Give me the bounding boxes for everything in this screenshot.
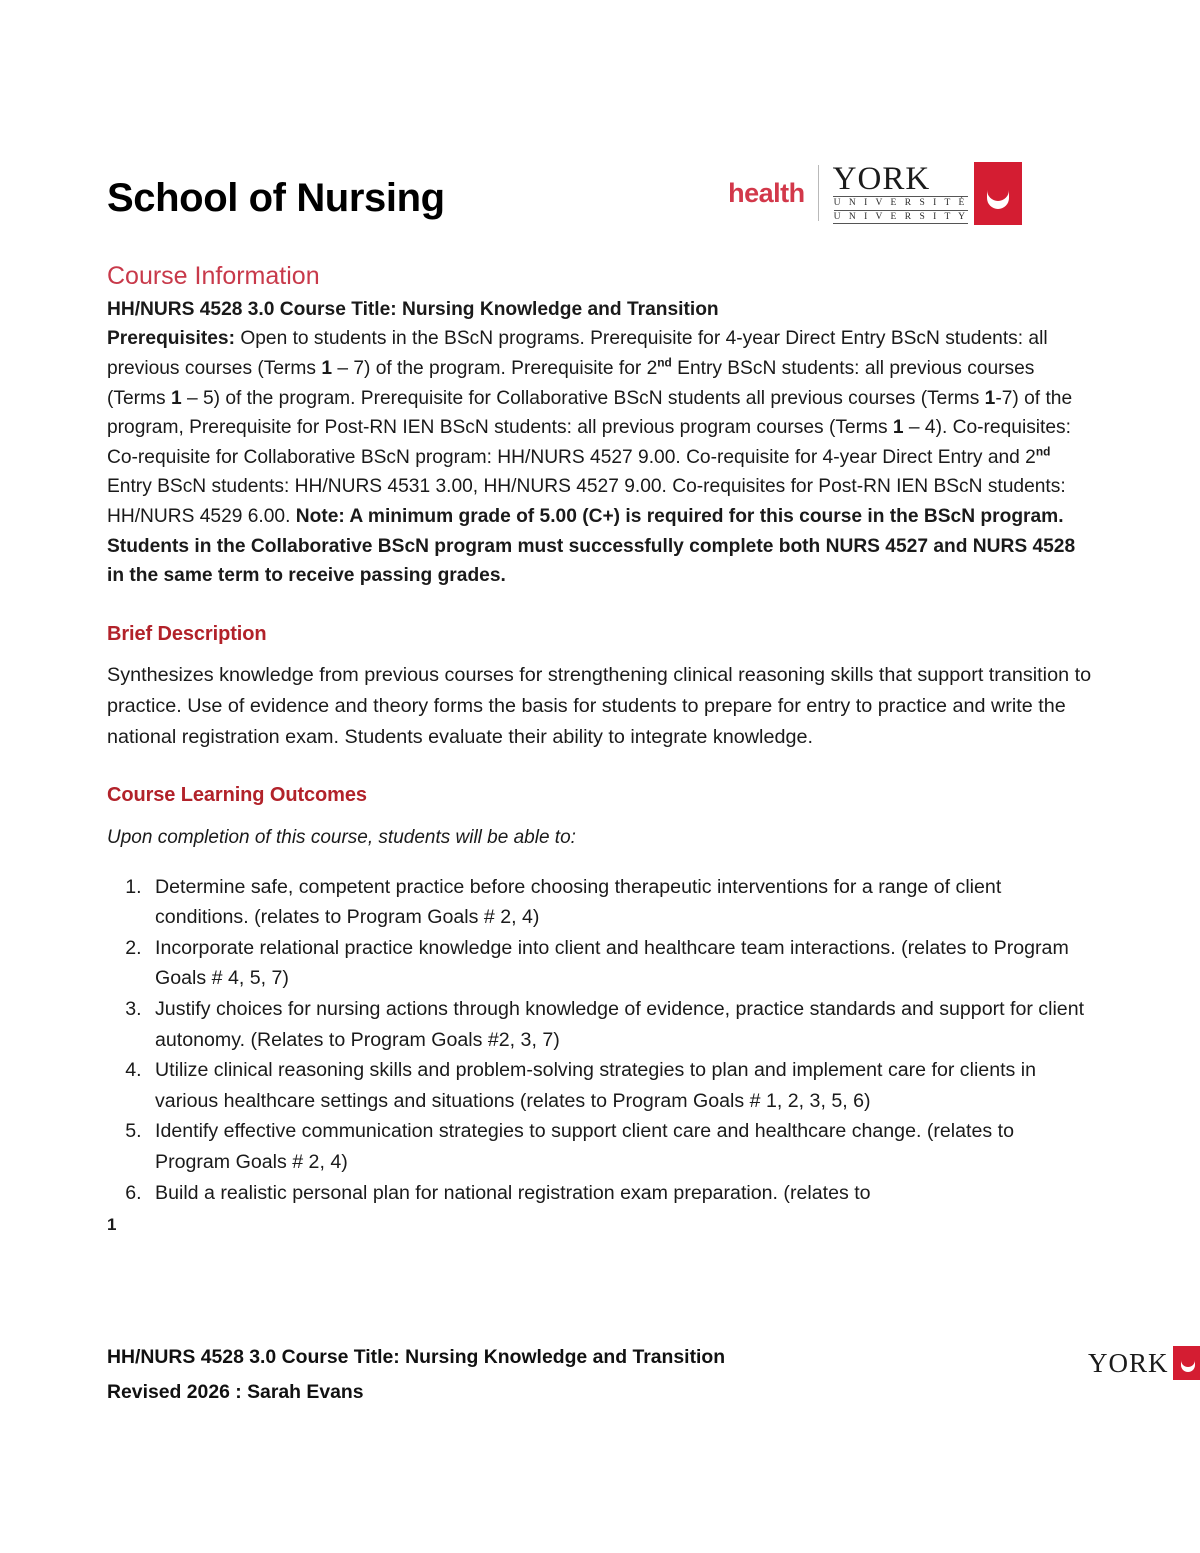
section-heading-course-learning-outcomes: Course Learning Outcomes [107, 783, 367, 806]
course-learning-outcomes-block [107, 783, 1093, 1237]
health-wordmark: health [728, 178, 805, 208]
york-health-logo [728, 150, 1022, 235]
section-heading-brief-description: Brief Description [107, 622, 267, 645]
page-number: 1 [107, 1215, 117, 1235]
course-note-text: Note: A minimum grade of 5.00 (C+) is required for this course in the BScN program. Students in the Collaborative BScN program must successfully complete both NURS 4527 and NURS 4528 in the same term to receive passing grades. [107, 505, 1076, 587]
york-u-icon [974, 162, 1022, 225]
term-number-2: 1 [170, 387, 182, 409]
term-number-1: 1 [321, 357, 332, 379]
term-number-3: 1 [984, 387, 996, 409]
prereq-part-5: -7) of the program, Prerequisite for Post-RN IEN BScN students: all previous program courses (Terms [107, 387, 1073, 439]
prereq-part-4: – 5) of the program. Prerequisite for Collaborative BScN students all previous courses (Terms [181, 387, 985, 409]
ordinal-suffix-1: nd [657, 355, 672, 370]
document-footer [107, 1340, 1200, 1450]
footer-revision-line: Revised 2026 : Sarah Evans [107, 1381, 364, 1403]
york-wordmark: YORK [832, 161, 931, 197]
footer-york-logo [1088, 1346, 1200, 1380]
prereq-part-3: Entry BScN students: all previous courses (Terms [107, 357, 1035, 409]
prerequisites-label: Prerequisites: [107, 328, 235, 350]
ordinal-suffix-2: nd [1035, 444, 1051, 459]
document-body [107, 262, 1093, 1236]
term-number-4: 1 [892, 417, 904, 439]
prereq-part-7: Entry BScN students: HH/NURS 4531 3.00, HH/NURS 4527 9.00. Co-requisites for Post-RN IEN BScN students: HH/NURS 4529 6.00. [107, 476, 1066, 527]
brief-description-block [107, 622, 1093, 753]
logo-divider [818, 165, 819, 221]
york-university-logo [833, 160, 1022, 225]
section-heading-course-information: Course Information [107, 262, 320, 290]
brief-description-text: Synthesizes knowledge from previous courses for strengthening clinical reasoning skills that support transition to practice. Use of evidence and theory forms the basis for students to prepare for entry to practice and write the national registration exam. Students evaluate their ability to integrate knowledge. [107, 663, 1092, 748]
prereq-part-2: – 7) of the program. Prerequisite for 2 [332, 357, 658, 379]
prereq-part-1: Open to students in the BScN programs. Prerequisite for 4-year Direct Entry BScN students: all previous courses (Terms [107, 328, 1048, 379]
list-item: 6. Build a realistic personal plan for national registration exam preparation. (relates to [147, 1178, 1093, 1209]
course-title-line [107, 295, 1093, 325]
footer-course-line: HH/NURS 4528 3.0 Course Title: Nursing Knowledge and Transition [107, 1346, 726, 1368]
footer-york-u-icon [1173, 1346, 1200, 1380]
york-universite-line: U N I V E R S I T É [834, 197, 968, 210]
course-learning-outcomes-intro: Upon completion of this course, students will be able to: [107, 826, 576, 848]
course-title-text: HH/NURS 4528 3.0 Course Title: Nursing Knowledge and Transition [107, 298, 719, 320]
page-title: School of Nursing [107, 176, 445, 220]
prereq-part-6: – 4). Co-requisites: Co-requisite for Collaborative BScN program: HH/NURS 4527 9.00. Co-requisite for 4-year Direct Entry and 2 [107, 417, 1071, 468]
york-university-line: U N I V E R S I T Y [833, 211, 968, 222]
course-learning-outcomes-list [107, 872, 1093, 1209]
course-information-block [107, 295, 1093, 591]
document-header [107, 150, 1022, 245]
footer-york-wordmark: YORK [1088, 1347, 1169, 1378]
prerequisites-paragraph [107, 324, 1093, 590]
list-item: 5. Identify effective communication strategies to support client care and healthcare change. (relates to Program Goals # 2, 4) [147, 1116, 1093, 1177]
footer-text-block [107, 1340, 725, 1410]
list-item: 2. Incorporate relational practice knowledge into client and healthcare team interactions. (relates to Program Goals # 4, 5, 7) [147, 933, 1093, 994]
list-item: 3. Justify choices for nursing actions through knowledge of evidence, practice standards and support for client autonomy. (Relates to Program Goals #2, 3, 7) [147, 994, 1093, 1055]
york-bilingual-lines [833, 196, 968, 223]
york-wordmark-group [833, 160, 974, 224]
list-item: 4. Utilize clinical reasoning skills and problem-solving strategies to plan and implement care for clients in various healthcare settings and situations (relates to Program Goals # 1, 2, 3, 5, 6) [147, 1055, 1093, 1116]
list-item: 1. Determine safe, competent practice before choosing therapeutic interventions for a range of client conditions. (relates to Program Goals # 2, 4) [147, 872, 1093, 933]
